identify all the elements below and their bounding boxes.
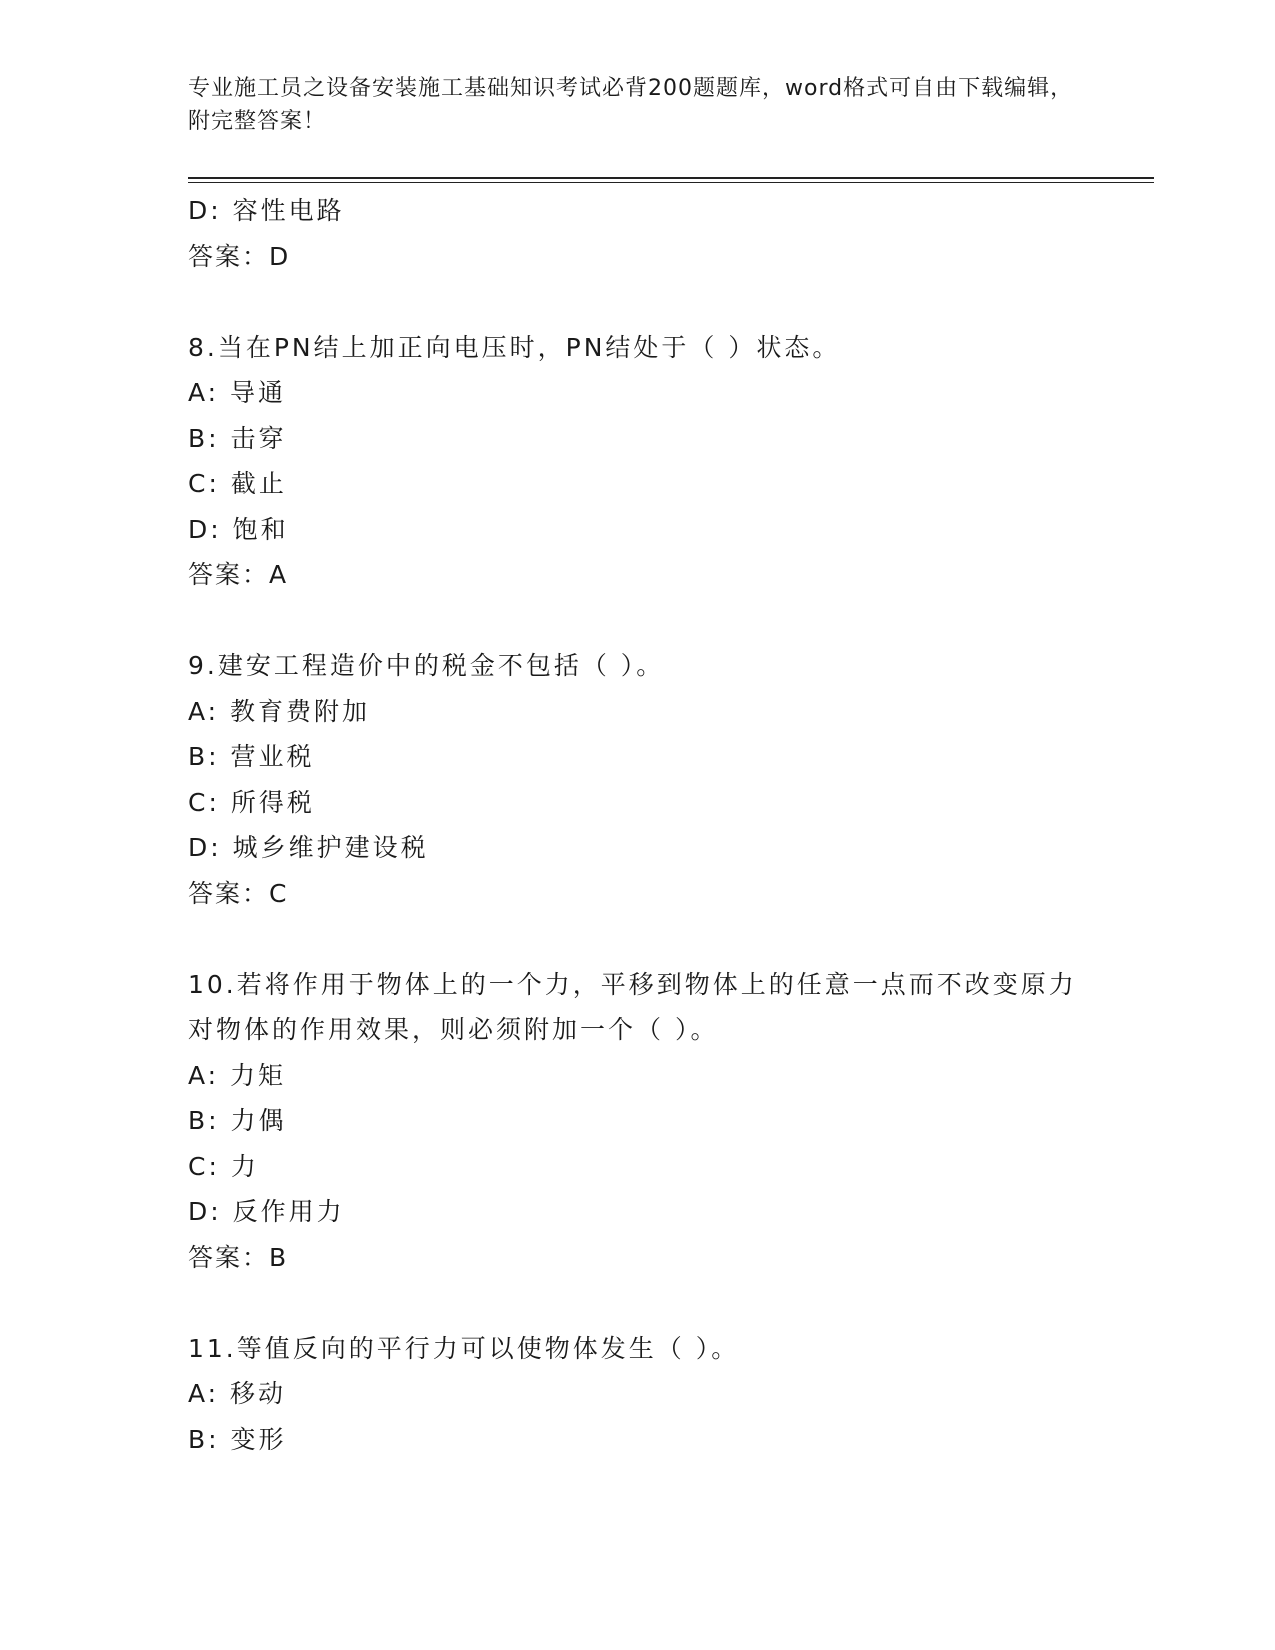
question-stem: 10.若将作用于物体上的一个力，平移到物体上的任意一点而不改变原力对物体的作用效果，则必须附加一个（ ）。 [188, 969, 1077, 1044]
question-block-prev [188, 188, 1088, 279]
document-header: 专业施工员之设备安装施工基础知识考试必背200题题库，word格式可自由下载编辑，附完整答案！ [188, 76, 1074, 134]
option-line: D: 容性电路 [188, 196, 345, 225]
answer-line: 答案：C [188, 878, 289, 908]
option-line: A: 移动 [188, 1379, 287, 1408]
question-block [188, 325, 1088, 598]
option-line: C: 截止 [188, 469, 287, 498]
option-line: A: 导通 [188, 378, 287, 407]
spacer [188, 598, 1088, 644]
option-line: D: 反作用力 [188, 1197, 345, 1226]
option-line: C: 所得税 [188, 787, 315, 817]
spacer [188, 1280, 1088, 1326]
question-block [188, 962, 1088, 1281]
answer-line: 答案：D [188, 241, 291, 271]
option-line: A: 力矩 [188, 1060, 287, 1090]
answer-line: 答案：B [188, 1242, 289, 1272]
option-line: B: 力偶 [188, 1106, 287, 1135]
option-line: B: 击穿 [188, 423, 287, 453]
question-block [188, 643, 1088, 916]
option-line: B: 营业税 [188, 742, 315, 771]
question-stem: 11.等值反向的平行力可以使物体发生（ ）。 [188, 1333, 740, 1363]
option-line: B: 变形 [188, 1424, 287, 1454]
option-line: C: 力 [188, 1151, 259, 1181]
option-line: D: 城乡维护建设税 [188, 833, 429, 862]
option-line: A: 教育费附加 [188, 696, 371, 726]
answer-line: 答案：A [188, 560, 289, 589]
spacer [188, 279, 1088, 325]
question-stem: 8.当在PN结上加正向电压时，PN结处于（ ）状态。 [188, 332, 841, 362]
option-line: D: 饱和 [188, 514, 289, 544]
header-divider-thick [188, 177, 1154, 179]
question-stem: 9.建安工程造价中的税金不包括（ ）。 [188, 651, 665, 680]
question-block [188, 1326, 1088, 1463]
spacer [188, 916, 1088, 962]
header-divider-thin [188, 182, 1154, 183]
question-list [188, 188, 1088, 1462]
